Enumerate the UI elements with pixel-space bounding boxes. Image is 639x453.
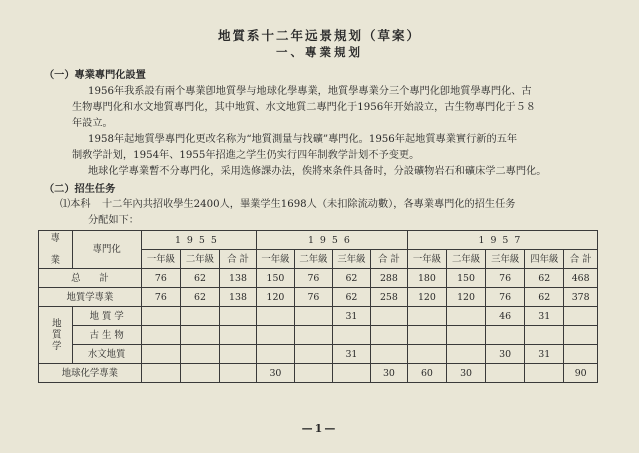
table-cell: 30 xyxy=(486,345,525,364)
page-number: —1— xyxy=(301,422,338,435)
table-cell xyxy=(141,345,180,364)
table-cell xyxy=(220,364,257,383)
table-cell xyxy=(407,345,446,364)
table-cell xyxy=(446,345,485,364)
table-cell: 62 xyxy=(332,269,370,288)
table-row-geology-major xyxy=(39,288,598,307)
table-cell: 31 xyxy=(332,307,370,326)
table-row-hydrogeology-sub xyxy=(39,345,598,364)
table-cell xyxy=(446,326,485,345)
year-header: 1955 xyxy=(141,231,256,250)
table-cell xyxy=(220,345,257,364)
table-cell xyxy=(564,326,598,345)
table-cell xyxy=(525,364,564,383)
table-cell: 76 xyxy=(141,288,180,307)
table-cell: 62 xyxy=(525,269,564,288)
table-cell xyxy=(294,364,332,383)
table-cell xyxy=(332,364,370,383)
table-cell xyxy=(220,307,257,326)
table-cell xyxy=(141,364,180,383)
table-cell xyxy=(564,307,598,326)
table-cell: 76 xyxy=(486,269,525,288)
corner-cell: 專 業 xyxy=(39,231,73,269)
year-header: 1957 xyxy=(407,231,597,250)
table-cell: 30 xyxy=(370,364,407,383)
table-cell: 120 xyxy=(256,288,294,307)
table-cell: 31 xyxy=(525,307,564,326)
table-cell xyxy=(294,307,332,326)
table-cell: 120 xyxy=(407,288,446,307)
table-cell: 30 xyxy=(446,364,485,383)
grade-header: 二年級 xyxy=(180,250,219,269)
item-text: 分配如下： xyxy=(88,215,139,226)
table-cell xyxy=(486,326,525,345)
paragraph-line: 生物專門化和水文地質專門化，其中地質、水文地質二專門化于1956年开始設立，古生物專門化于５８ xyxy=(72,102,536,113)
item-text: 十二年內共招收學生2400人，畢業学生1698人（未扣除流动數），各專業專門化的招生任务 xyxy=(102,199,516,210)
grade-header: 二年級 xyxy=(294,250,332,269)
row-label: 地質学專業 xyxy=(39,288,142,307)
table-cell xyxy=(370,345,407,364)
grade-header: 一年級 xyxy=(407,250,446,269)
grade-header: 二年級 xyxy=(446,250,485,269)
enrollment-table xyxy=(38,230,598,383)
table-cell: 138 xyxy=(220,288,257,307)
table-cell: 76 xyxy=(294,269,332,288)
grade-header: 一年級 xyxy=(256,250,294,269)
section1-heading: （一）專業專門化設置 xyxy=(44,69,146,81)
item-label: ⑴本科 xyxy=(60,199,91,210)
table-cell xyxy=(256,307,294,326)
document-subtitle: 一、專業規划 xyxy=(276,45,363,59)
table-cell: 31 xyxy=(332,345,370,364)
grade-header: 三年級 xyxy=(332,250,370,269)
table-cell xyxy=(407,307,446,326)
row-label: 古 生 物 xyxy=(72,326,141,345)
table-cell xyxy=(180,364,219,383)
table-header-year-row xyxy=(39,231,598,250)
table-cell: 288 xyxy=(370,269,407,288)
table-cell xyxy=(220,326,257,345)
table-row-geology-sub xyxy=(39,307,598,326)
table-cell: 150 xyxy=(446,269,485,288)
paragraph-line: 1956年我系設有兩个專業卽地質學与地球化學專業，地質學專業分三个專門化卽地質學專門化、古 xyxy=(88,86,532,97)
document-title: 地質系十二年远景規划（草案） xyxy=(217,28,421,43)
table-cell: 180 xyxy=(407,269,446,288)
grade-header: 合 計 xyxy=(220,250,257,269)
table-row-paleontology-sub xyxy=(39,326,598,345)
table-cell: 468 xyxy=(564,269,598,288)
table-row-total xyxy=(39,269,598,288)
table-cell xyxy=(486,364,525,383)
grade-header: 合 計 xyxy=(564,250,598,269)
table-cell: 378 xyxy=(564,288,598,307)
row-label: 总 計 xyxy=(39,269,142,288)
table-cell: 120 xyxy=(446,288,485,307)
table-cell xyxy=(332,326,370,345)
paragraph-line: 1958年起地質學專門化更改名称为“地質測量与找礦”專門化。1956年起地質專業實行新的五年 xyxy=(88,134,518,145)
section2-heading: （二）招生任务 xyxy=(44,183,116,195)
table-cell xyxy=(407,326,446,345)
table-cell: 138 xyxy=(220,269,257,288)
header-specialization: 專門化 xyxy=(72,231,141,269)
grade-header: 三年級 xyxy=(486,250,525,269)
table-cell xyxy=(141,307,180,326)
table-cell: 31 xyxy=(525,345,564,364)
grade-header: 一年級 xyxy=(141,250,180,269)
table-cell: 46 xyxy=(486,307,525,326)
table-cell: 62 xyxy=(180,269,219,288)
paragraph-line: 制敎学計划，1954年、1955年招進之学生仍实行四年制敎学計划不予变更。 xyxy=(72,150,420,161)
table-cell: 76 xyxy=(486,288,525,307)
table-cell xyxy=(141,326,180,345)
table-cell: 62 xyxy=(332,288,370,307)
table-cell xyxy=(370,307,407,326)
table-cell: 60 xyxy=(407,364,446,383)
table-cell xyxy=(294,326,332,345)
table-cell xyxy=(525,326,564,345)
table-cell: 62 xyxy=(180,288,219,307)
table-cell xyxy=(294,345,332,364)
table-row-geochemistry xyxy=(39,364,598,383)
geology-group-label: 地質学 xyxy=(39,307,73,364)
row-label: 水文地質 xyxy=(72,345,141,364)
table-cell xyxy=(180,307,219,326)
table-cell xyxy=(180,345,219,364)
table-cell: 90 xyxy=(564,364,598,383)
year-header: 1956 xyxy=(256,231,407,250)
row-label: 地球化学專業 xyxy=(39,364,142,383)
table-cell xyxy=(446,307,485,326)
grade-header: 四年級 xyxy=(525,250,564,269)
table-cell: 150 xyxy=(256,269,294,288)
table-cell xyxy=(256,345,294,364)
row-label: 地 質 学 xyxy=(72,307,141,326)
table-cell: 76 xyxy=(141,269,180,288)
table-cell xyxy=(370,326,407,345)
paragraph-line: 地球化学專業暫不分專門化，采用选修課办法，俟將來条件具备时，分設礦物岩石和礦床学二專門化。 xyxy=(88,166,547,177)
table-cell: 30 xyxy=(256,364,294,383)
table-cell xyxy=(564,345,598,364)
table-cell xyxy=(180,326,219,345)
paragraph-line: 年設立。 xyxy=(72,118,113,129)
table-cell: 76 xyxy=(294,288,332,307)
grade-header: 合 計 xyxy=(370,250,407,269)
table-cell: 62 xyxy=(525,288,564,307)
table-cell: 258 xyxy=(370,288,407,307)
table-cell xyxy=(256,326,294,345)
